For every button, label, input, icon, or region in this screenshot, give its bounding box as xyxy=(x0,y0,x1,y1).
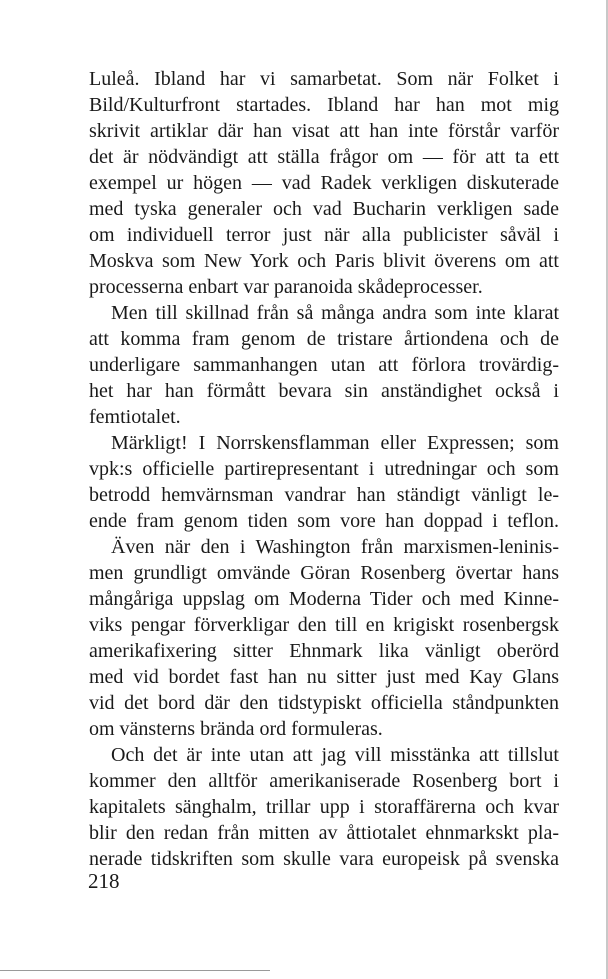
text-line: om individuell terror just när alla publicister såväl i xyxy=(89,224,559,246)
text-line: med vid bordet fast han nu sitter just med Kay Glans xyxy=(89,666,559,688)
text-line: processerna enbart var paranoida skådeprocesser. xyxy=(89,276,483,298)
text-line: femtiotalet. xyxy=(89,406,181,428)
text-line: men grundligt omvände Göran Rosenberg övertar hans xyxy=(89,562,559,584)
text-line: om vänsterns brända ord formuleras. xyxy=(89,718,383,740)
text-line: skrivit artiklar där han visat att han inte förstår varför xyxy=(89,120,559,142)
text-line: Bild/Kulturfront startades. Ibland har han mot mig xyxy=(89,94,559,116)
text-line: det är nödvändigt att ställa frågor om — för att ta ett xyxy=(89,146,559,168)
text-line: ende fram genom tiden som vore han doppad i teflon. xyxy=(89,510,559,532)
text-line: kommer den alltför amerikaniserade Rosenberg bort i xyxy=(89,770,559,792)
text-line: Men till skillnad från så många andra som inte klarat xyxy=(111,302,559,324)
text-line: vid det bord där den tidstypiskt officiella ståndpunkten xyxy=(89,692,559,714)
text-line: mångåriga uppslag om Moderna Tider och med Kinne- xyxy=(89,588,559,610)
text-line: att komma fram genom de tristare årtiondena och de xyxy=(89,328,559,350)
text-line: viks pengar förverkligar den till en krigiskt rosenbergsk xyxy=(89,614,559,636)
text-line: vpk:s officielle partirepresentant i utredningar och som xyxy=(89,458,559,480)
text-line: nerade tidskriften som skulle vara europeisk på svenska xyxy=(89,848,559,870)
bottom-rule xyxy=(0,970,270,971)
text-line: kapitalets sänghalm, trillar upp i storaffärerna och kvar xyxy=(89,796,559,818)
text-line: med tyska generaler och vad Bucharin verkligen sade xyxy=(89,198,559,220)
text-line: Moskva som New York och Paris blivit överens om att xyxy=(89,250,559,272)
text-line: Luleå. Ibland har vi samarbetat. Som när Folket i xyxy=(89,68,559,90)
text-line: Och det är inte utan att jag vill misstänka att tillslut xyxy=(111,744,559,766)
text-line: Märkligt! I Norrskensflamman eller Expressen; som xyxy=(111,432,559,454)
text-line: Även när den i Washington från marxismen-leninis- xyxy=(111,536,559,558)
text-line: underligare sammanhangen utan att förlora trovärdig- xyxy=(89,354,559,376)
text-line: amerikafixering sitter Ehnmark lika vänligt oberörd xyxy=(89,640,559,662)
text-line: blir den redan från mitten av åttiotalet ehnmarkskt pla- xyxy=(89,822,559,844)
text-line: het har han förmått bevara sin anständighet också i xyxy=(89,380,559,402)
text-line: betrodd hemvärnsman vandrar han ständigt vänligt le- xyxy=(89,484,559,506)
body-text xyxy=(89,66,559,872)
page-number: 218 xyxy=(88,869,120,893)
text-line: exempel ur högen — vad Radek verkligen diskuterade xyxy=(89,172,559,194)
